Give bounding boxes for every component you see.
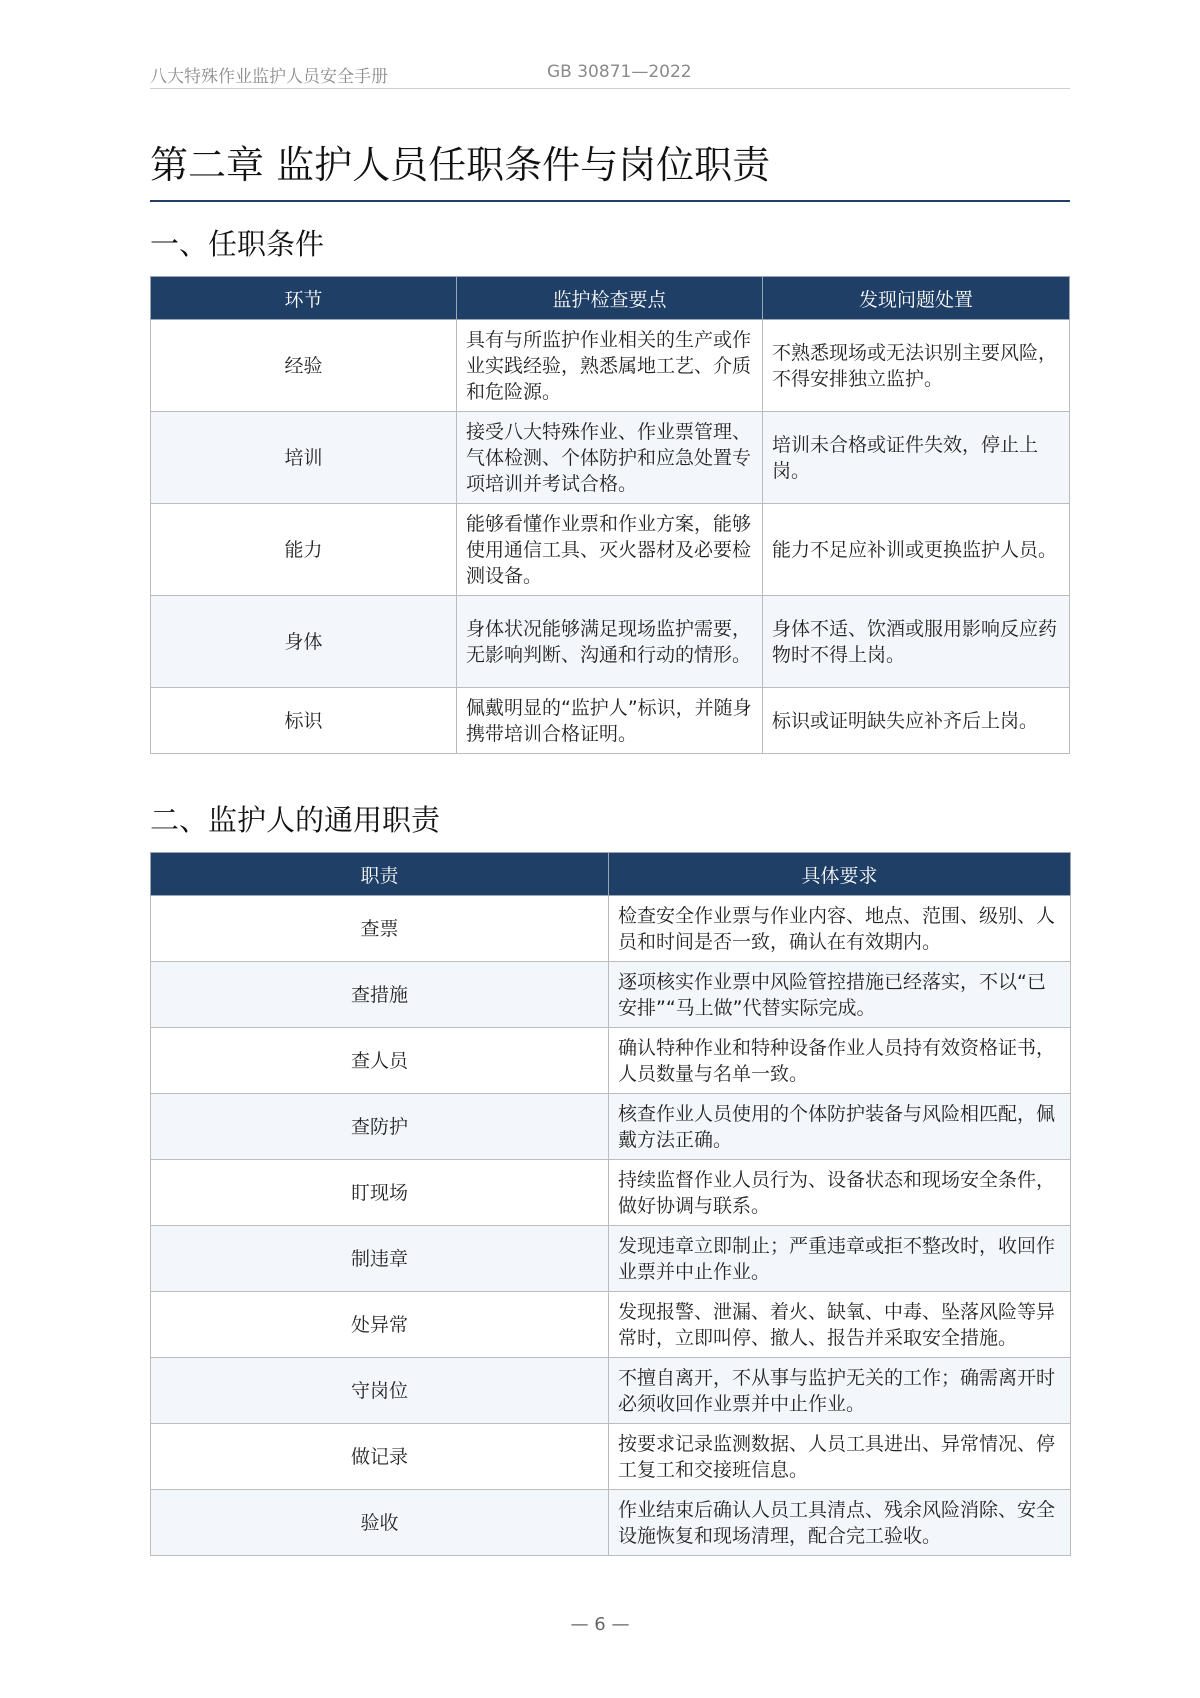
disposal-cell: 标识或证明缺失应补齐后上岗。 xyxy=(762,688,1069,754)
column-header: 环节 xyxy=(151,277,457,320)
table-row xyxy=(151,1094,1071,1160)
table-row xyxy=(151,1292,1071,1358)
duty-cell: 查人员 xyxy=(151,1028,609,1094)
item-cell: 培训 xyxy=(151,412,457,504)
duty-cell: 做记录 xyxy=(151,1424,609,1490)
requirement-cell: 不擅自离开，不从事与监护无关的工作；确需离开时必须收回作业票并中止作业。 xyxy=(609,1358,1071,1424)
table-row xyxy=(151,1160,1071,1226)
check-point-cell: 具有与所监护作业相关的生产或作业实践经验，熟悉属地工艺、介质和危险源。 xyxy=(456,320,762,412)
check-point-cell: 能够看懂作业票和作业方案，能够使用通信工具、灭火器材及必要检测设备。 xyxy=(456,504,762,596)
check-point-cell: 接受八大特殊作业、作业票管理、气体检测、个体防护和应急处置专项培训并考试合格。 xyxy=(456,412,762,504)
duty-cell: 制违章 xyxy=(151,1226,609,1292)
requirement-cell: 核查作业人员使用的个体防护装备与风险相匹配，佩戴方法正确。 xyxy=(609,1094,1071,1160)
duty-cell: 守岗位 xyxy=(151,1358,609,1424)
table-row xyxy=(151,596,1070,688)
disposal-cell: 不熟悉现场或无法识别主要风险，不得安排独立监护。 xyxy=(762,320,1069,412)
running-header xyxy=(150,60,1070,89)
duty-cell: 盯现场 xyxy=(151,1160,609,1226)
section-title-qualifications: 一、任职条件 xyxy=(150,227,325,261)
item-cell: 能力 xyxy=(151,504,457,596)
column-header: 监护检查要点 xyxy=(456,277,762,320)
requirement-cell: 逐项核实作业票中风险管控措施已经落实，不以“已安排”“马上做”代替实际完成。 xyxy=(609,962,1071,1028)
duty-cell: 查防护 xyxy=(151,1094,609,1160)
table-row xyxy=(151,688,1070,754)
table-row xyxy=(151,962,1071,1028)
duty-cell: 查票 xyxy=(151,896,609,962)
duty-cell: 查措施 xyxy=(151,962,609,1028)
requirement-cell: 发现违章立即制止；严重违章或拒不整改时，收回作业票并中止作业。 xyxy=(609,1226,1071,1292)
requirement-cell: 按要求记录监测数据、人员工具进出、异常情况、停工复工和交接班信息。 xyxy=(609,1424,1071,1490)
column-header: 发现问题处置 xyxy=(762,277,1069,320)
column-header: 具体要求 xyxy=(609,853,1071,896)
check-point-cell: 身体状况能够满足现场监护需要，无影响判断、沟通和行动的情形。 xyxy=(456,596,762,688)
table-row xyxy=(151,1490,1071,1556)
table-row xyxy=(151,896,1071,962)
table-row xyxy=(151,412,1070,504)
table-row xyxy=(151,1028,1071,1094)
table-row xyxy=(151,1226,1071,1292)
table-row xyxy=(151,1358,1071,1424)
table-row xyxy=(151,320,1070,412)
table-header-row xyxy=(151,277,1070,320)
item-cell: 身体 xyxy=(151,596,457,688)
duty-cell: 验收 xyxy=(151,1490,609,1556)
item-cell: 标识 xyxy=(151,688,457,754)
check-point-cell: 佩戴明显的“监护人”标识，并随身携带培训合格证明。 xyxy=(456,688,762,754)
table-row xyxy=(151,504,1070,596)
requirement-cell: 作业结束后确认人员工具清点、残余风险消除、安全设施恢复和现场清理，配合完工验收。 xyxy=(609,1490,1071,1556)
duty-cell: 处异常 xyxy=(151,1292,609,1358)
chapter-title: 第二章 监护人员任职条件与岗位职责 xyxy=(150,140,1070,202)
column-header: 职责 xyxy=(151,853,609,896)
manual-title: 八大特殊作业监护人员安全手册 xyxy=(150,67,388,87)
page-number: — 6 — xyxy=(570,1614,630,1635)
section-title-duties: 二、监护人的通用职责 xyxy=(150,803,441,837)
item-cell: 经验 xyxy=(151,320,457,412)
disposal-cell: 身体不适、饮酒或服用影响反应药物时不得上岗。 xyxy=(762,596,1069,688)
disposal-cell: 能力不足应补训或更换监护人员。 xyxy=(762,504,1069,596)
table-row xyxy=(151,1424,1071,1490)
standard-number: GB 30871—2022 xyxy=(547,62,692,82)
table-header-row xyxy=(151,853,1071,896)
qualifications-table xyxy=(150,276,1070,754)
duties-table xyxy=(150,852,1071,1556)
requirement-cell: 检查安全作业票与作业内容、地点、范围、级别、人员和时间是否一致，确认在有效期内。 xyxy=(609,896,1071,962)
requirement-cell: 确认特种作业和特种设备作业人员持有效资格证书，人员数量与名单一致。 xyxy=(609,1028,1071,1094)
requirement-cell: 持续监督作业人员行为、设备状态和现场安全条件，做好协调与联系。 xyxy=(609,1160,1071,1226)
disposal-cell: 培训未合格或证件失效，停止上岗。 xyxy=(762,412,1069,504)
requirement-cell: 发现报警、泄漏、着火、缺氧、中毒、坠落风险等异常时，立即叫停、撤人、报告并采取安全措施。 xyxy=(609,1292,1071,1358)
